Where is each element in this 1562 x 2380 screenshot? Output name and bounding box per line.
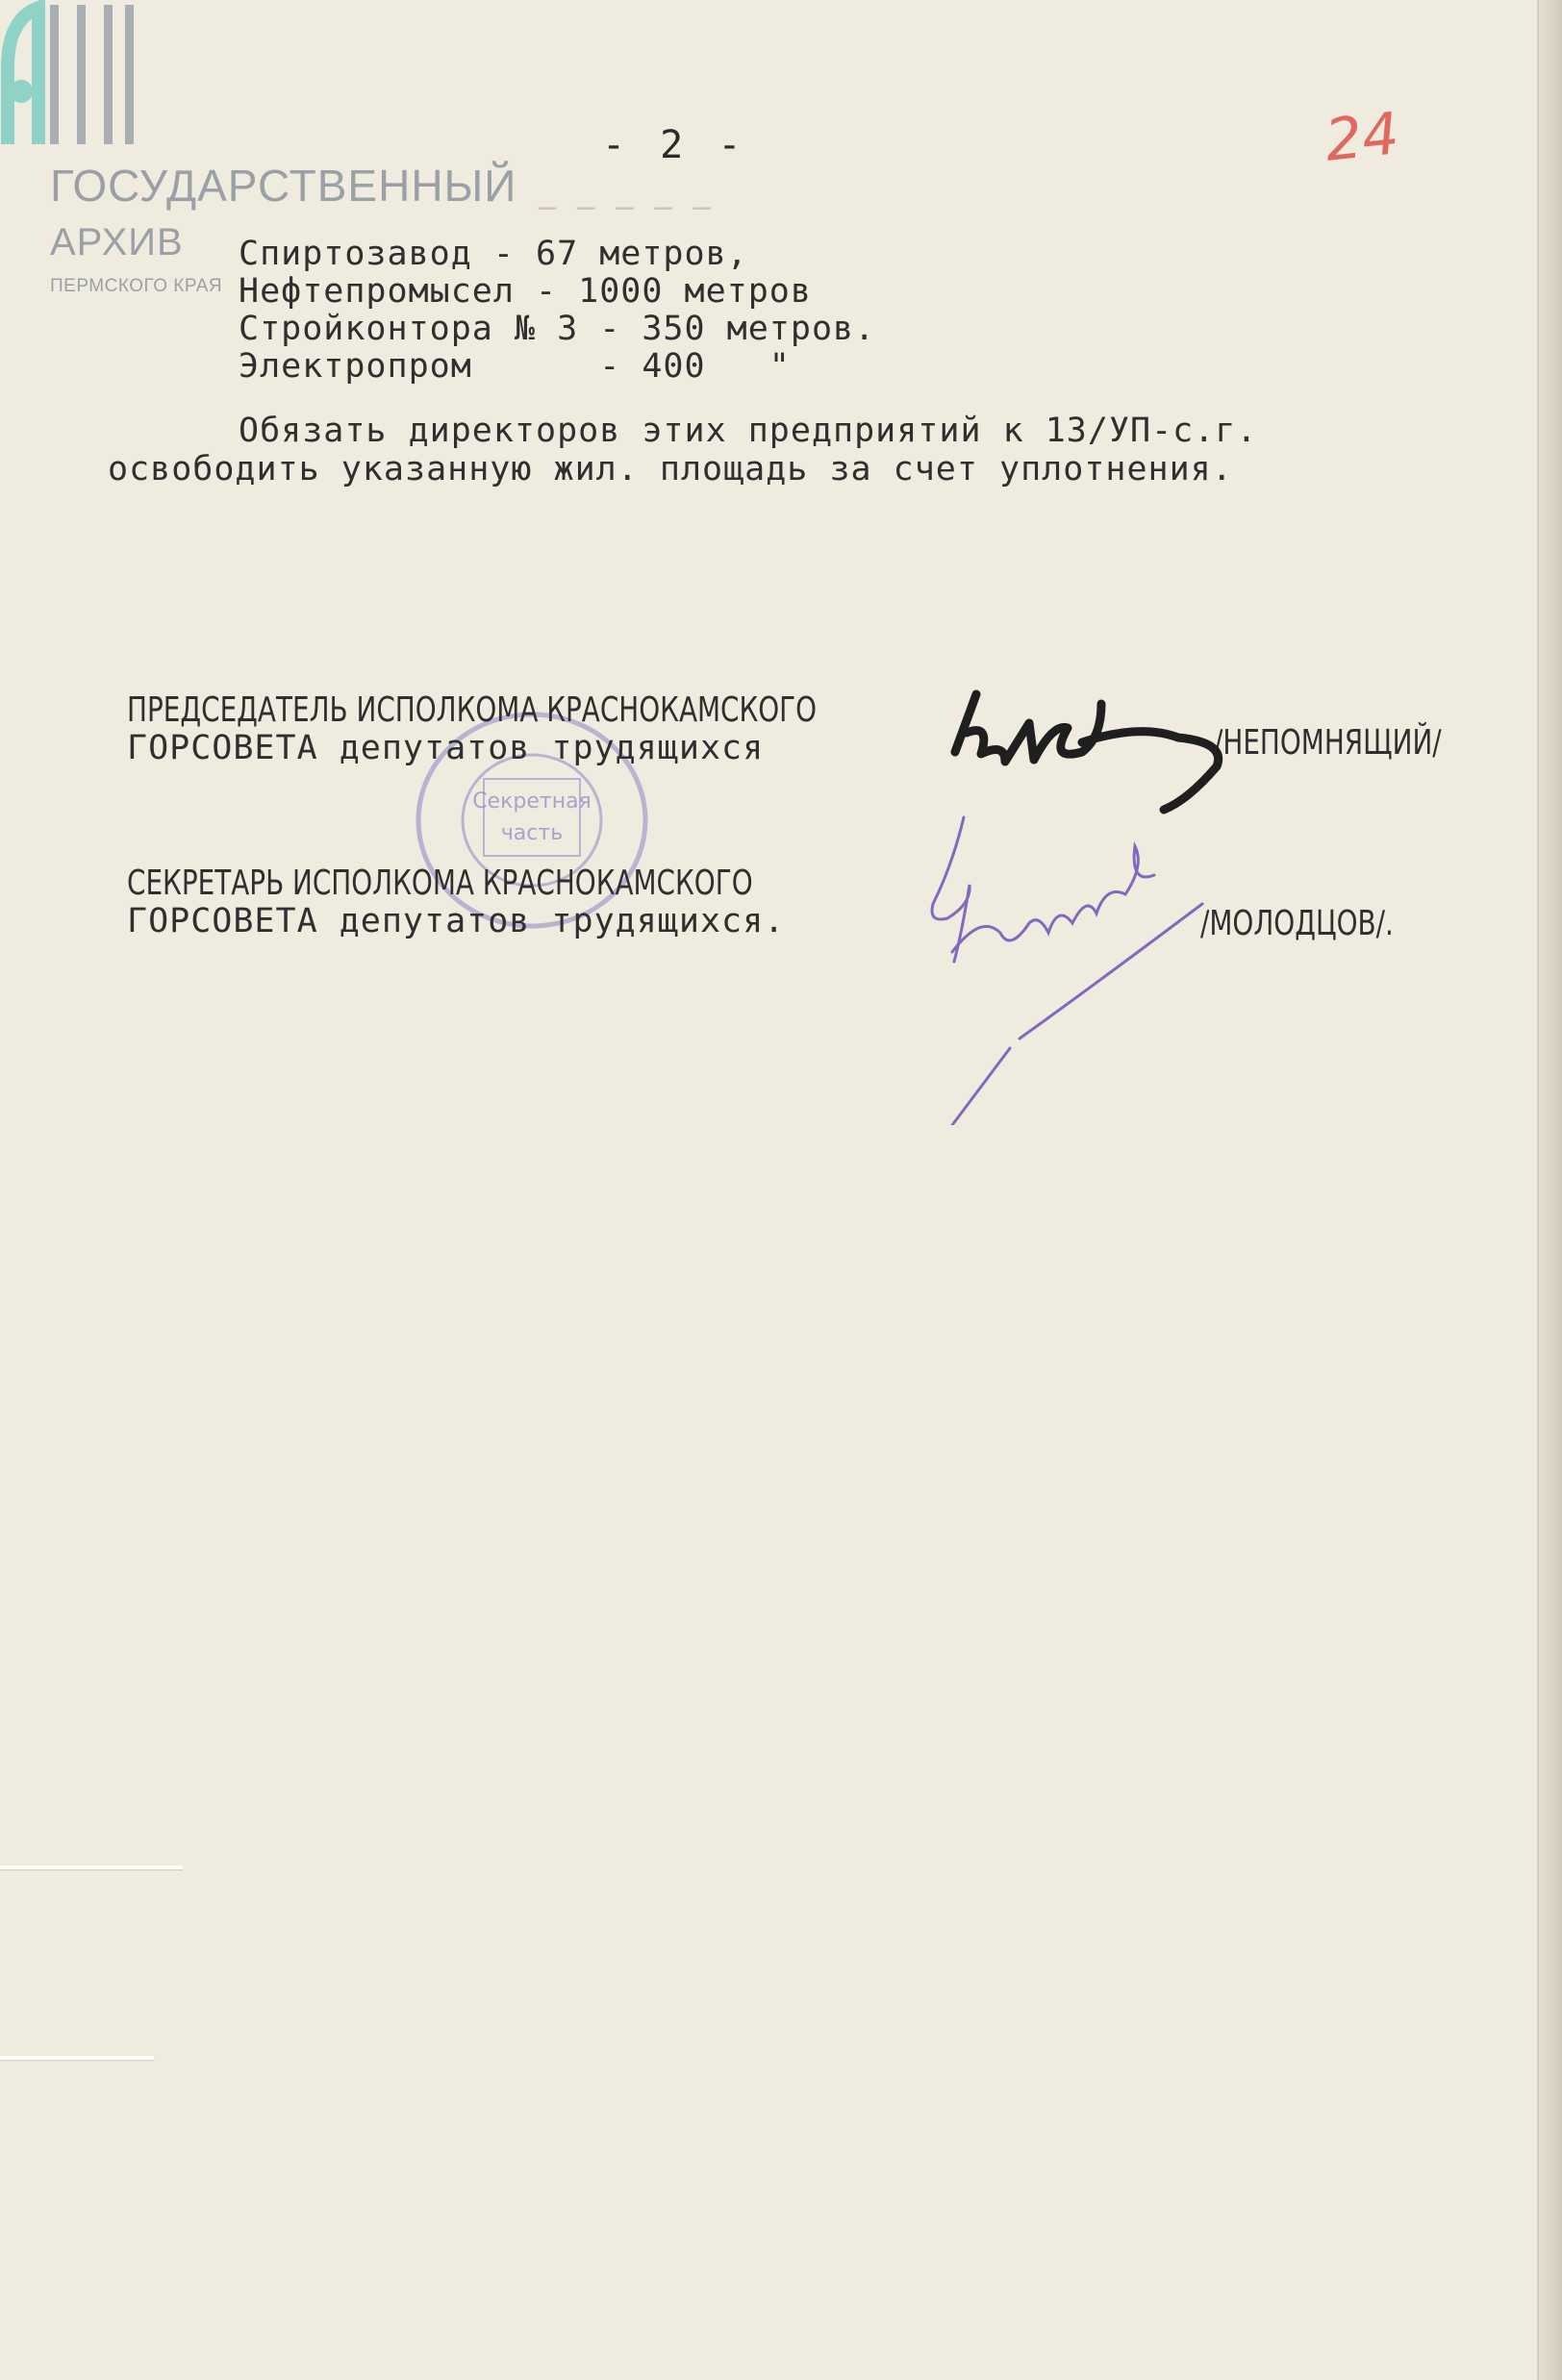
secretary-council: ГОРСОВЕТА депутатов трудящихся. [127, 902, 786, 940]
paragraph-line: Обязать директоров этих предприятий к 13/УП-с.г. [239, 412, 1258, 450]
paragraph-line: освободить указанную жил. площадь за счет уплотнения. [108, 450, 1233, 489]
stamp-text-line1: Секретная [472, 789, 592, 814]
binding-thread [0, 2056, 154, 2060]
chairman-title: ПРЕДСЕДАТЕЛЬ ИСПОЛКОМА КРАСНОКАМСКОГО [127, 690, 818, 730]
logo-text-line3: ПЕРМСКОГО КРАЯ [50, 276, 223, 296]
stamp-text-line2: часть [500, 821, 564, 845]
chairman-name: /НЕПОМНЯЩИЙ/ [1214, 723, 1442, 763]
show-through-text: ─ ─ ─ ─ ─ [539, 192, 713, 226]
allocation-item: Спиртозавод - 67 метров, [239, 235, 748, 273]
allocation-item: Нефтепромысел - 1000 метров [239, 272, 812, 311]
secretary-name: /МОЛОДЦОВ/. [1200, 904, 1394, 943]
folio-number: 24 [1322, 100, 1402, 175]
chairman-council: ГОРСОВЕТА депутатов трудящихся [127, 729, 765, 767]
secretary-title: СЕКРЕТАРЬ ИСПОЛКОМА КРАСНОКАМСКОГО [127, 864, 753, 903]
secretary-signature [894, 808, 1222, 1125]
page-number: - 2 - [602, 123, 747, 167]
binding-thread [0, 1866, 183, 1869]
logo-text-line2: АРХИВ [50, 221, 184, 263]
allocation-item: Электропром - 400 " [239, 347, 791, 386]
logo-text-line1: ГОСУДАРСТВЕННЫЙ [50, 161, 517, 211]
archive-logo-icon [0, 0, 144, 146]
allocation-item: Стройконтора № 3 - 350 метров. [239, 310, 876, 348]
page-edge [1539, 0, 1562, 2380]
